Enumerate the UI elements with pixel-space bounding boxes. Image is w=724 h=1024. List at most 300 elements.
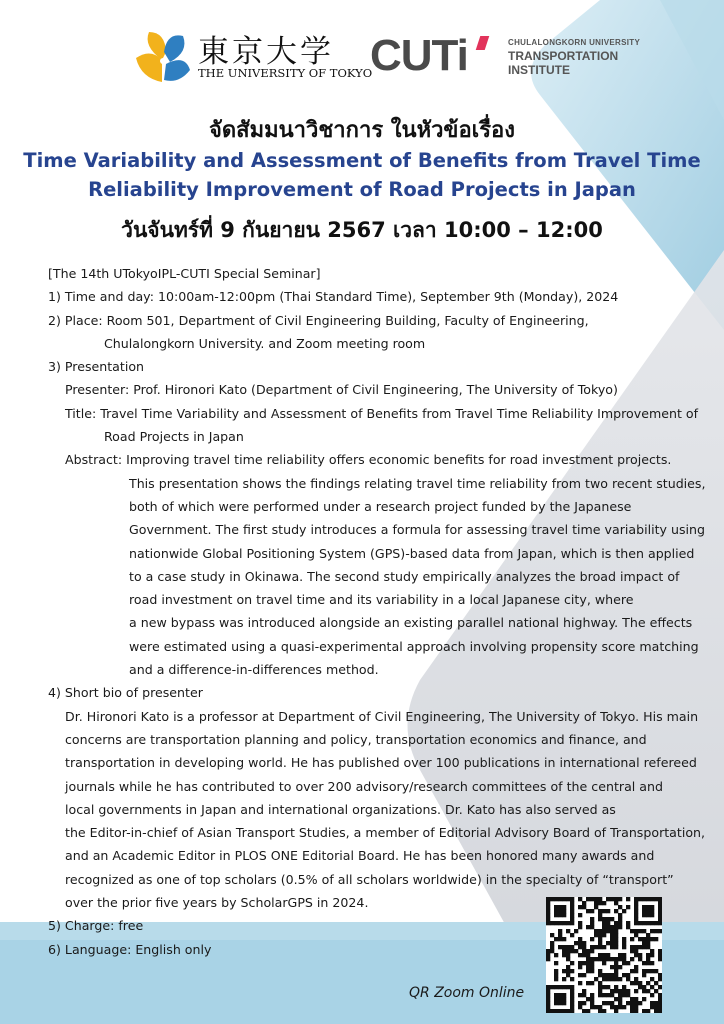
qr-module bbox=[598, 953, 602, 957]
qr-module bbox=[606, 929, 610, 933]
qr-module bbox=[570, 961, 574, 965]
qr-module bbox=[602, 925, 606, 929]
qr-module bbox=[558, 1001, 562, 1005]
qr-module bbox=[650, 1001, 654, 1005]
qr-module bbox=[630, 1009, 634, 1013]
qr-module bbox=[554, 937, 558, 941]
qr-module bbox=[638, 897, 642, 901]
qr-module bbox=[614, 989, 618, 993]
qr-module bbox=[610, 1005, 614, 1009]
qr-code[interactable] bbox=[546, 897, 662, 1013]
qr-module bbox=[562, 977, 566, 981]
qr-module bbox=[562, 897, 566, 901]
qr-module bbox=[570, 949, 574, 953]
qr-module bbox=[554, 909, 558, 913]
qr-module bbox=[658, 917, 662, 921]
qr-module bbox=[578, 905, 582, 909]
qr-module bbox=[646, 937, 650, 941]
qr-module bbox=[574, 941, 578, 945]
qr-module bbox=[634, 945, 638, 949]
qr-module bbox=[598, 913, 602, 917]
qr-module bbox=[598, 993, 602, 997]
abstract-line: a new bypass was introduced alongside an existing parallel national highway. The effects bbox=[129, 615, 693, 631]
cuti-subtitle-line2: TRANSPORTATION bbox=[508, 49, 619, 63]
qr-module bbox=[570, 1005, 574, 1009]
english-title-line1: Time Variability and Assessment of Benefits from Travel Time bbox=[23, 149, 701, 172]
qr-module bbox=[630, 937, 634, 941]
qr-module bbox=[558, 1009, 562, 1013]
qr-module bbox=[558, 913, 562, 917]
qr-module bbox=[582, 905, 586, 909]
qr-module bbox=[622, 937, 626, 941]
qr-module bbox=[658, 985, 662, 989]
qr-module bbox=[622, 941, 626, 945]
qr-module bbox=[554, 953, 558, 957]
qr-module bbox=[634, 969, 638, 973]
qr-module bbox=[618, 953, 622, 957]
qr-module bbox=[566, 897, 570, 901]
qr-module bbox=[614, 957, 618, 961]
qr-module bbox=[598, 937, 602, 941]
qr-module bbox=[590, 997, 594, 1001]
qr-module bbox=[598, 945, 602, 949]
qr-module bbox=[642, 913, 646, 917]
qr-module bbox=[562, 921, 566, 925]
qr-module bbox=[598, 969, 602, 973]
qr-module bbox=[590, 945, 594, 949]
qr-module bbox=[622, 989, 626, 993]
qr-module bbox=[650, 953, 654, 957]
qr-module bbox=[578, 965, 582, 969]
qr-module bbox=[570, 909, 574, 913]
qr-module bbox=[630, 945, 634, 949]
qr-module bbox=[570, 905, 574, 909]
qr-module bbox=[570, 989, 574, 993]
qr-module bbox=[598, 901, 602, 905]
qr-module bbox=[602, 985, 606, 989]
qr-module bbox=[582, 941, 586, 945]
qr-module bbox=[586, 957, 590, 961]
qr-module bbox=[546, 993, 550, 997]
qr-module bbox=[586, 969, 590, 973]
qr-module bbox=[610, 973, 614, 977]
qr-module bbox=[590, 969, 594, 973]
qr-module bbox=[654, 929, 658, 933]
qr-module bbox=[614, 965, 618, 969]
qr-module bbox=[646, 953, 650, 957]
qr-module bbox=[550, 921, 554, 925]
qr-module bbox=[562, 993, 566, 997]
qr-module bbox=[654, 897, 658, 901]
qr-module bbox=[546, 913, 550, 917]
qr-module bbox=[562, 1001, 566, 1005]
qr-module bbox=[570, 1001, 574, 1005]
qr-module bbox=[606, 985, 610, 989]
qr-module bbox=[610, 945, 614, 949]
qr-module bbox=[646, 897, 650, 901]
qr-module bbox=[630, 949, 634, 953]
qr-module bbox=[570, 993, 574, 997]
qr-module bbox=[614, 973, 618, 977]
qr-module bbox=[570, 969, 574, 973]
qr-module bbox=[566, 945, 570, 949]
qr-module bbox=[650, 969, 654, 973]
qr-module bbox=[586, 981, 590, 985]
qr-module bbox=[558, 985, 562, 989]
qr-module bbox=[646, 913, 650, 917]
qr-module bbox=[626, 905, 630, 909]
qr-module bbox=[586, 897, 590, 901]
qr-module bbox=[602, 961, 606, 965]
qr-module bbox=[586, 1009, 590, 1013]
qr-module bbox=[626, 921, 630, 925]
english-title-line2: Reliability Improvement of Road Projects in Japan bbox=[88, 178, 636, 201]
qr-module bbox=[582, 989, 586, 993]
qr-module bbox=[654, 969, 658, 973]
qr-module bbox=[558, 997, 562, 1001]
qr-module bbox=[646, 941, 650, 945]
qr-module bbox=[582, 961, 586, 965]
qr-module bbox=[582, 1009, 586, 1013]
qr-module bbox=[574, 949, 578, 953]
qr-module bbox=[658, 949, 662, 953]
qr-module bbox=[598, 897, 602, 901]
qr-module bbox=[594, 905, 598, 909]
qr-module bbox=[610, 933, 614, 937]
qr-module bbox=[554, 897, 558, 901]
qr-module bbox=[598, 1005, 602, 1009]
qr-module bbox=[598, 973, 602, 977]
qr-module bbox=[554, 913, 558, 917]
qr-module bbox=[630, 957, 634, 961]
qr-module bbox=[642, 961, 646, 965]
qr-module bbox=[618, 997, 622, 1001]
qr-module bbox=[642, 909, 646, 913]
qr-module bbox=[658, 957, 662, 961]
qr-module bbox=[554, 993, 558, 997]
qr-module bbox=[614, 925, 618, 929]
qr-module bbox=[626, 925, 630, 929]
qr-module bbox=[590, 1001, 594, 1005]
qr-module bbox=[546, 985, 550, 989]
qr-module bbox=[558, 921, 562, 925]
qr-module bbox=[658, 897, 662, 901]
qr-module bbox=[578, 937, 582, 941]
qr-module bbox=[590, 921, 594, 925]
qr-module bbox=[550, 941, 554, 945]
bio-line: recognized as one of top scholars (0.5% of all scholars worldwide) in the specialty of “transport” bbox=[65, 871, 674, 887]
qr-module bbox=[658, 993, 662, 997]
qr-module bbox=[610, 937, 614, 941]
qr-module bbox=[602, 945, 606, 949]
qr-module bbox=[618, 897, 622, 901]
qr-module bbox=[586, 997, 590, 1001]
bio-line: the Editor-in-chief of Asian Transport Studies, a member of Editorial Advisory Board of Transportation, bbox=[65, 825, 706, 841]
talk-title-line1: Title: Travel Time Variability and Assessment of Benefits from Travel Time Reliability Improvement of bbox=[65, 405, 699, 421]
qr-module bbox=[634, 897, 638, 901]
qr-module bbox=[626, 1001, 630, 1005]
qr-module bbox=[614, 937, 618, 941]
qr-module bbox=[554, 921, 558, 925]
qr-module bbox=[634, 989, 638, 993]
qr-module bbox=[546, 949, 550, 953]
qr-module bbox=[578, 961, 582, 965]
qr-module bbox=[566, 957, 570, 961]
qr-module bbox=[562, 997, 566, 1001]
qr-module bbox=[638, 1001, 642, 1005]
qr-module bbox=[634, 1001, 638, 1005]
abstract-line: Government. The first study introduces a formula for assessing travel time variability using bbox=[129, 522, 706, 538]
utokyo-english-logo: THE UNIVERSITY OF TOKYO bbox=[198, 66, 373, 80]
qr-module bbox=[566, 973, 570, 977]
qr-module bbox=[554, 1001, 558, 1005]
qr-module bbox=[654, 921, 658, 925]
qr-module bbox=[658, 905, 662, 909]
qr-module bbox=[650, 993, 654, 997]
qr-module bbox=[610, 965, 614, 969]
qr-module bbox=[562, 937, 566, 941]
qr-module bbox=[578, 993, 582, 997]
cuti-subtitle-university: CHULALONGKORN UNIVERSITY bbox=[508, 38, 641, 47]
qr-module bbox=[618, 917, 622, 921]
qr-module bbox=[578, 1005, 582, 1009]
qr-module bbox=[554, 961, 558, 965]
qr-code-icon[interactable] bbox=[546, 897, 662, 1013]
qr-module bbox=[654, 1009, 658, 1013]
qr-module bbox=[558, 897, 562, 901]
qr-module bbox=[562, 1009, 566, 1013]
qr-module bbox=[570, 985, 574, 989]
qr-module bbox=[650, 921, 654, 925]
qr-module bbox=[634, 933, 638, 937]
qr-module bbox=[650, 909, 654, 913]
qr-module bbox=[650, 905, 654, 909]
qr-module bbox=[570, 913, 574, 917]
qr-module bbox=[586, 909, 590, 913]
qr-module bbox=[614, 945, 618, 949]
qr-module bbox=[634, 913, 638, 917]
qr-module bbox=[578, 921, 582, 925]
qr-module bbox=[566, 1009, 570, 1013]
qr-module bbox=[590, 949, 594, 953]
qr-module bbox=[638, 985, 642, 989]
qr-module bbox=[622, 993, 626, 997]
qr-module bbox=[606, 921, 610, 925]
qr-module bbox=[646, 981, 650, 985]
qr-module bbox=[590, 925, 594, 929]
qr-module bbox=[614, 929, 618, 933]
qr-module bbox=[594, 901, 598, 905]
qr-module bbox=[650, 949, 654, 953]
qr-module bbox=[646, 945, 650, 949]
qr-module bbox=[606, 941, 610, 945]
qr-module bbox=[622, 961, 626, 965]
thai-date-time: วันจันทร์ที่ 9 กันยายน 2567 เวลา 10:00 – 12:00 bbox=[121, 218, 603, 242]
qr-module bbox=[546, 905, 550, 909]
qr-module bbox=[566, 969, 570, 973]
qr-module bbox=[606, 957, 610, 961]
abstract-line: were estimated using a quasi-experimental approach involving propensity score matching bbox=[129, 638, 699, 654]
qr-module bbox=[550, 933, 554, 937]
abstract-line: and a difference-in-differences method. bbox=[129, 662, 379, 678]
qr-module bbox=[610, 977, 614, 981]
qr-module bbox=[642, 997, 646, 1001]
qr-module bbox=[594, 1005, 598, 1009]
utokyo-kanji-logo: 東京大学 bbox=[198, 34, 334, 70]
qr-module bbox=[558, 909, 562, 913]
qr-module bbox=[554, 997, 558, 1001]
qr-module bbox=[654, 1005, 658, 1009]
qr-module bbox=[610, 1001, 614, 1005]
qr-module bbox=[546, 957, 550, 961]
qr-module bbox=[658, 913, 662, 917]
bio-line: local governments in Japan and international organizations. Dr. Kato has also served as bbox=[65, 801, 616, 817]
qr-module bbox=[618, 905, 622, 909]
presentation-heading: 3) Presentation bbox=[48, 359, 145, 375]
cuti-logo: CUTi bbox=[370, 31, 468, 80]
qr-module bbox=[614, 1009, 618, 1013]
place-line2: Chulalongkorn University. and Zoom meeting room bbox=[104, 335, 426, 351]
qr-module bbox=[610, 917, 614, 921]
qr-module bbox=[590, 937, 594, 941]
qr-module bbox=[646, 909, 650, 913]
qr-module bbox=[618, 965, 622, 969]
qr-module bbox=[658, 921, 662, 925]
qr-module bbox=[586, 953, 590, 957]
qr-module bbox=[558, 945, 562, 949]
qr-module bbox=[626, 977, 630, 981]
qr-module bbox=[626, 897, 630, 901]
qr-module bbox=[566, 965, 570, 969]
qr-module bbox=[614, 921, 618, 925]
qr-module bbox=[642, 969, 646, 973]
qr-module bbox=[646, 969, 650, 973]
qr-module bbox=[606, 909, 610, 913]
qr-module bbox=[578, 925, 582, 929]
qr-module bbox=[554, 905, 558, 909]
qr-module bbox=[602, 953, 606, 957]
qr-module bbox=[590, 897, 594, 901]
qr-module bbox=[614, 977, 618, 981]
qr-module bbox=[546, 1005, 550, 1009]
qr-module bbox=[594, 897, 598, 901]
presenter: Presenter: Prof. Hironori Kato (Department of Civil Engineering, The University of Tokyo) bbox=[65, 382, 618, 398]
qr-module bbox=[554, 973, 558, 977]
qr-module bbox=[606, 953, 610, 957]
qr-module bbox=[658, 929, 662, 933]
qr-module bbox=[598, 929, 602, 933]
qr-module bbox=[642, 897, 646, 901]
qr-module bbox=[638, 945, 642, 949]
qr-module bbox=[566, 921, 570, 925]
qr-module bbox=[590, 981, 594, 985]
qr-module bbox=[570, 945, 574, 949]
qr-module bbox=[610, 925, 614, 929]
qr-module bbox=[634, 921, 638, 925]
qr-module bbox=[546, 989, 550, 993]
charge: 5) Charge: free bbox=[48, 918, 144, 934]
qr-module bbox=[634, 909, 638, 913]
qr-module bbox=[550, 1009, 554, 1013]
qr-module bbox=[558, 993, 562, 997]
qr-module bbox=[634, 977, 638, 981]
bio-line: journals while he has contributed to over 200 advisory/research committees of the central and bbox=[65, 778, 663, 794]
qr-module bbox=[550, 897, 554, 901]
qr-module bbox=[630, 1005, 634, 1009]
qr-module bbox=[562, 969, 566, 973]
qr-module bbox=[598, 909, 602, 913]
abstract-line: to a case study in Okinawa. The second study empirically analyzes the broad impact of bbox=[129, 568, 680, 584]
qr-module bbox=[582, 993, 586, 997]
qr-module bbox=[602, 1001, 606, 1005]
qr-module bbox=[618, 925, 622, 929]
qr-module bbox=[642, 985, 646, 989]
qr-module bbox=[618, 1001, 622, 1005]
qr-module bbox=[574, 929, 578, 933]
qr-module bbox=[614, 985, 618, 989]
bio-line: Dr. Hironori Kato is a professor at Department of Civil Engineering, The University of Tokyo. His main bbox=[65, 708, 699, 724]
qr-module bbox=[614, 1005, 618, 1009]
qr-module bbox=[546, 1001, 550, 1005]
qr-module bbox=[654, 981, 658, 985]
qr-module bbox=[650, 1005, 654, 1009]
qr-module bbox=[602, 921, 606, 925]
qr-module bbox=[614, 941, 618, 945]
qr-module bbox=[634, 1005, 638, 1009]
qr-module bbox=[658, 1005, 662, 1009]
qr-module bbox=[566, 929, 570, 933]
qr-module bbox=[630, 981, 634, 985]
qr-module bbox=[634, 929, 638, 933]
qr-module bbox=[658, 1009, 662, 1013]
bio-heading: 4) Short bio of presenter bbox=[48, 685, 203, 701]
place-line1: 2) Place: Room 501, Department of Civil Engineering Building, Faculty of Engineering, bbox=[48, 312, 589, 328]
qr-module bbox=[646, 933, 650, 937]
qr-module bbox=[546, 909, 550, 913]
qr-module bbox=[658, 977, 662, 981]
qr-module bbox=[558, 933, 562, 937]
qr-module bbox=[634, 949, 638, 953]
qr-module bbox=[586, 965, 590, 969]
language: 6) Language: English only bbox=[48, 941, 212, 957]
qr-module bbox=[586, 949, 590, 953]
qr-module bbox=[598, 917, 602, 921]
qr-module bbox=[570, 921, 574, 925]
qr-module bbox=[646, 957, 650, 961]
qr-module bbox=[554, 969, 558, 973]
abstract-line: nationwide Global Positioning System (GPS)-based data from Japan, which is then applied bbox=[129, 545, 695, 561]
qr-module bbox=[582, 945, 586, 949]
qr-module bbox=[598, 933, 602, 937]
qr-module bbox=[602, 933, 606, 937]
bio-line: over the prior five years by ScholarGPS in 2024. bbox=[65, 895, 369, 911]
qr-module bbox=[618, 993, 622, 997]
qr-module bbox=[610, 989, 614, 993]
qr-module bbox=[546, 997, 550, 1001]
qr-module bbox=[646, 1009, 650, 1013]
qr-module bbox=[598, 985, 602, 989]
qr-module bbox=[622, 945, 626, 949]
qr-module bbox=[622, 909, 626, 913]
qr-module bbox=[578, 897, 582, 901]
qr-module bbox=[638, 957, 642, 961]
qr-module bbox=[570, 901, 574, 905]
qr-module bbox=[546, 921, 550, 925]
cuti-accent-mark bbox=[476, 36, 490, 50]
qr-module bbox=[590, 1005, 594, 1009]
qr-module bbox=[634, 905, 638, 909]
qr-module bbox=[606, 993, 610, 997]
